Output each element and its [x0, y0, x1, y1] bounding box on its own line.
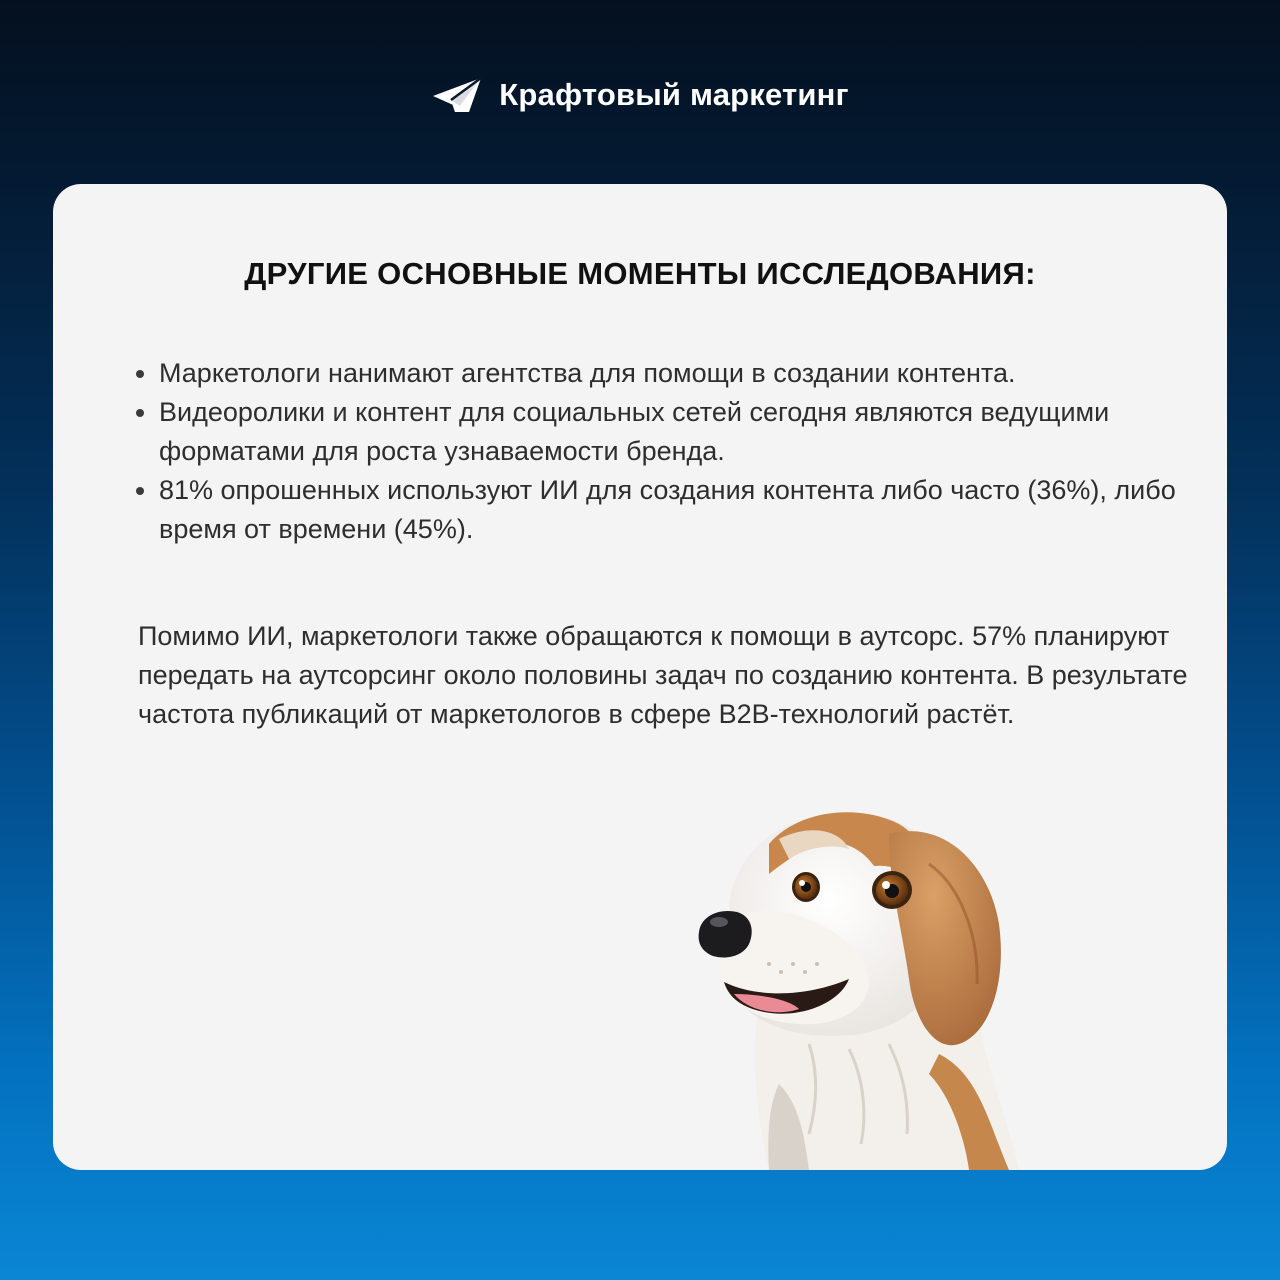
card-heading: ДРУГИЕ ОСНОВНЫЕ МОМЕНТЫ ИССЛЕДОВАНИЯ: [244, 256, 1036, 291]
brand-name: Крафтовый маркетинг [499, 77, 849, 112]
bullet-item: • 81% опрошенных используют ИИ для создания контента либо часто (36%), либо время от времени (45%). [159, 471, 1227, 549]
paper-plane-icon [431, 74, 485, 116]
content-card [53, 184, 1227, 1170]
bullet-item: • Маркетологи нанимают агентства для помощи в создании контента. [159, 354, 1227, 393]
brand-header [0, 70, 1280, 120]
bullet-item: • Видеоролики и контент для социальных сетей сегодня являются ведущими форматами для роста узнаваемости бренда. [159, 393, 1227, 471]
dog-illustration [689, 804, 1029, 1170]
bullet-list [137, 354, 1227, 549]
body-paragraph: Помимо ИИ, маркетологи также обращаются к помощи в аутсорс. 57% планируют передать на аутсорсинг около половины задач по созданию контента. В результате частота публикаций от маркетологов в сфере B2B-технологий растёт. [138, 621, 1188, 729]
